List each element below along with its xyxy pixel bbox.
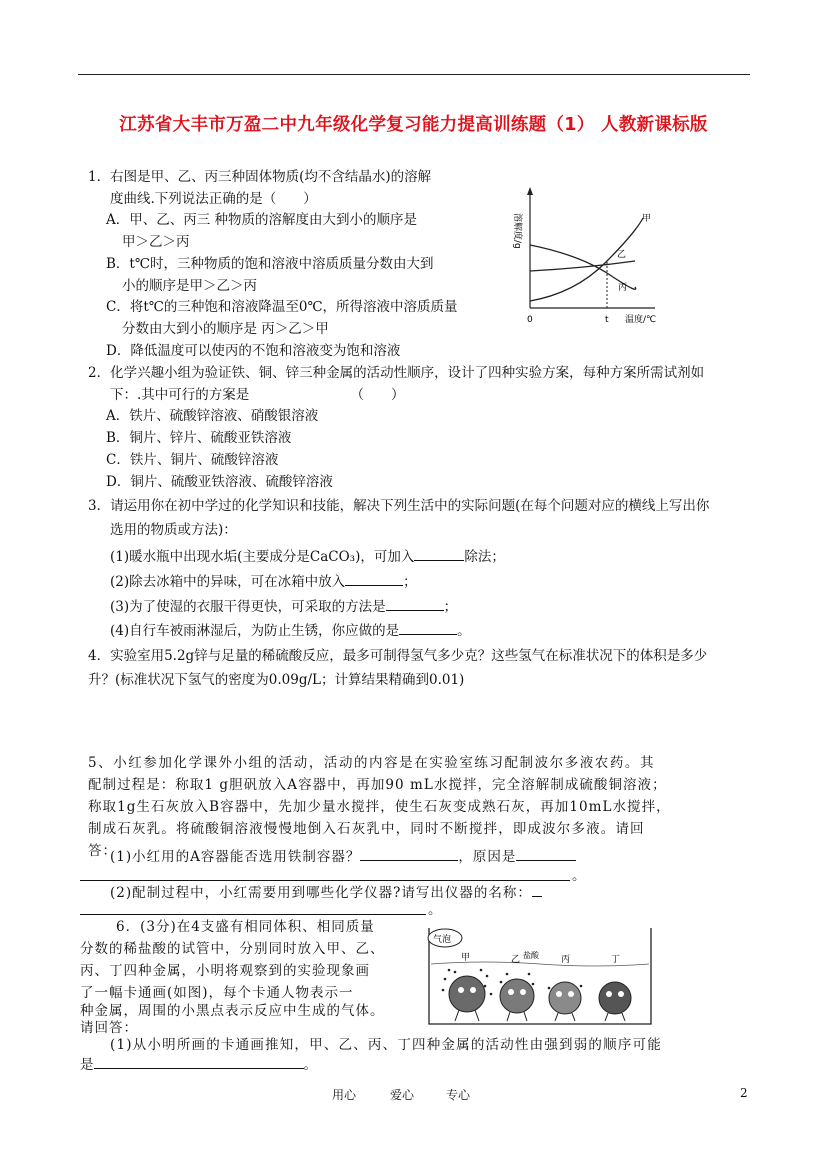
graph-label-bing: 丙 [618,283,628,293]
q2-option-d: D．铜片、硫酸亚铁溶液、硫酸锌溶液 [106,474,333,490]
q2-option-b: B．铜片、锌片、硫酸亚铁溶液 [106,430,292,446]
q3-item-3-text: (3)为了使湿的衣服干得更快，可采取的方法是 [110,599,386,615]
q1-option-a-line1: A．甲、乙、丙三 种物质的溶解度由大到小的顺序是 [106,212,418,228]
curve-yi [530,261,635,271]
q4-line1: 4．实验室用5.2g锌与足量的稀硫酸反应，最多可制得氢气多少克？这些氢气在标准状况下的体积是多少 [88,648,708,664]
q6-blank-1[interactable] [94,1054,304,1069]
q6-line2: 分数的稀盐酸的试管中，分别同时放入甲、乙、 [80,941,385,957]
q5-line4: 制成石灰乳。将硫酸铜溶液慢慢地倒入石灰乳中，同时不断搅拌，即成波尔多液。请回 [88,821,645,837]
graph-xlabel: 温度/℃ [625,315,657,325]
q2-option-c: C．铁片、铜片、硫酸锌溶液 [106,452,279,468]
q1-option-c-line2: 分数由大到小的顺序是 丙＞乙＞甲 [122,321,329,337]
q2-stem-line1: 2．化学兴趣小组为验证铁、铜、锌三种金属的活动性顺序，设计了四种实验方案，每种方案所需试剂如 [88,365,705,381]
q6-line4: 了一幅卡通画(如图)，每个卡通人物表示一 [80,985,354,1001]
q5-line1: 5、小红参加化学课外小组的活动，活动的内容是在实验室练习配制波尔多液农药。其 [88,755,655,771]
q5-sub2-end: 。 [428,902,442,918]
cartoon-label-bing: 丙 [561,955,571,965]
graph-t-label: t [605,315,609,325]
q1-option-b-line1: B．t℃时，三种物质的饱和溶液中溶质质量分数由大到 [106,256,434,272]
q3-blank-1[interactable] [414,546,464,561]
solubility-graph [505,183,670,333]
q5-sub1 [110,846,576,868]
page-number: 2 [740,1086,748,1100]
cartoon-bubble-label: 气泡 [433,935,452,945]
footer-motto-2: 爱心 [390,1088,415,1102]
cartoon-label-ding: 丁 [611,955,621,965]
q3-stem-line2: 选用的物质或方法)： [110,522,237,538]
q3-item-4-end: 。 [457,623,471,639]
cartoon-illustration [425,924,655,1029]
q6-sub1-shi: 是 [80,1057,94,1073]
q6-sub1-end: 。 [303,1057,317,1073]
q3-item-1-end: 除法； [464,549,505,565]
q3-item-3 [110,596,457,617]
q6-sub1-cont [80,1054,317,1075]
q5-blank-2[interactable] [516,846,576,861]
q3-item-2 [110,571,417,592]
q3-item-1-text: (1)暖水瓶中出现水垢(主要成分是CaCO₃)，可加入 [110,549,415,565]
cartoon-label-yi: 乙 [511,955,521,965]
q1-option-c-line1: C．将t℃的三种饱和溶液降温至0℃，所得溶液中溶质质量 [106,299,458,315]
q5-sub2 [110,882,542,904]
q5-blank-1[interactable] [360,846,458,861]
footer-motto-1: 用心 [332,1088,357,1102]
cartoon-label-jia: 甲 [461,953,471,963]
metal-jia [449,976,485,1021]
q6-line5: 种金属，周围的小黑点表示反应中生成的气体。 [80,1003,385,1019]
q4-line2: 升？(标准状况下氢气的密度为0.09g/L；计算结果精确到0.01) [88,672,465,688]
graph-label-jia: 甲 [642,214,652,224]
q1-stem-line1: 1．右图是甲、乙、丙三种固体物质(均不含结晶水)的溶解 [88,169,432,185]
cartoon-label-acid: 盐酸 [523,951,539,960]
q3-item-1 [110,546,505,567]
q5-sub1-mid: ，原因是 [458,849,517,865]
q3-blank-3[interactable] [386,596,444,611]
q3-blank-2[interactable] [345,571,403,586]
metal-bing [549,982,581,1021]
graph-label-yi: 乙 [617,250,627,260]
q3-blank-4[interactable] [399,620,457,635]
q6-line3: 丙、丁四种金属，小明将观察到的实验现象画 [80,963,370,979]
q5-blank-3[interactable] [532,882,542,897]
q1-stem-line2: 度曲线.下列说法正确的是（ ） [110,191,317,207]
graph-origin: 0 [527,315,533,325]
q6-line1: 6．(3分)在4支盛有相同体积、相同质量 [116,919,375,935]
graph-ylabel: 溶解度/g [512,213,522,249]
q1-option-b-line2: 小的顺序是甲＞乙＞丙 [122,278,257,294]
q5-blank-1-cont[interactable] [80,880,570,881]
q3-item-3-end: ； [443,599,458,615]
q2-option-a: A．铁片、硫酸锌溶液、硝酸银溶液 [106,408,319,424]
page-title: 江苏省大丰市万盈二中九年级化学复习能力提高训练题（1） 人教新课标版 [119,115,708,135]
header-rule [78,74,750,75]
q6-sub1: (1)从小明所画的卡通画推知，甲、乙、丙、丁四种金属的活动性由强到弱的顺序可能 [110,1037,662,1053]
q5-sub1-text: (1)小红用的A容器能否选用铁制容器？ [110,849,361,865]
q2-stem-line2: 下：.其中可行的方案是 （ ） [110,387,405,403]
q1-option-a-line2: 甲＞乙＞丙 [122,234,190,250]
q5-blank-3-cont[interactable] [80,914,426,915]
metal-yi [500,979,534,1021]
q5-line3: 称取1g生石灰放入B容器中，先加少量水搅拌，使生石灰变成熟石灰，再加10mL水搅拌， [88,799,671,815]
footer-motto-3: 专心 [446,1088,471,1102]
q3-item-4-text: (4)自行车被雨淋湿后，为防止生锈，你应做的是 [110,623,400,639]
q3-item-2-text: (2)除去冰箱中的异味，可在冰箱中放入 [110,574,346,590]
q6-line6: 请回答： [80,1020,138,1036]
q5-line2: 配制过程是：称取1 g胆矾放入A容器中，再加90 mL水搅拌，完全溶解制成硫酸铜溶液； [88,777,667,793]
q5-sub1-end: 。 [572,868,586,884]
q1-option-d: D．降低温度可以使丙的不饱和溶液变为饱和溶液 [106,343,401,359]
metal-ding [599,982,631,1021]
q3-item-4 [110,620,471,641]
q5-sub2-text: (2)配制过程中，小红需要用到哪些化学仪器?请写出仪器的名称： [110,885,532,901]
q3-item-2-end: ； [403,574,417,590]
q5-line5: 答： [88,843,117,859]
q3-stem-line1: 3．请运用你在初中学过的化学知识和技能，解决下列生活中的实际问题(在每个问题对应的横线上写出你 [88,498,710,514]
